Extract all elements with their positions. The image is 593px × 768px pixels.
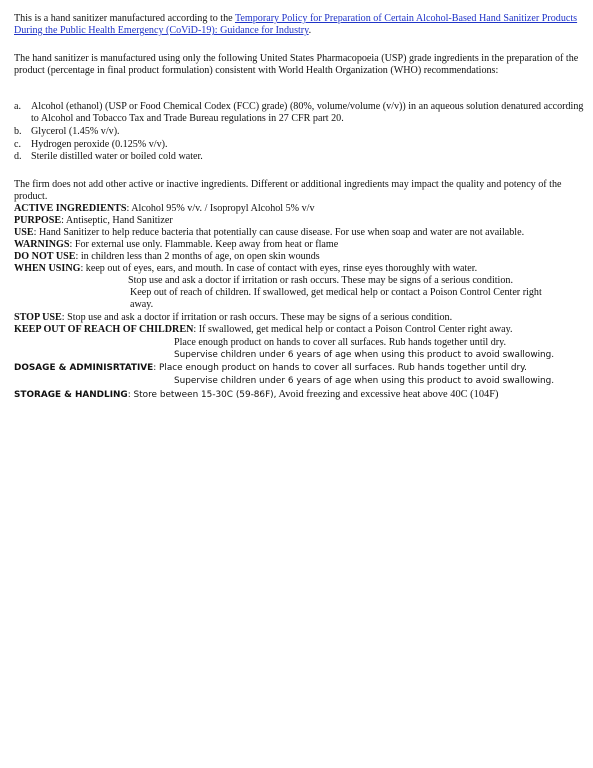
list-marker: a. xyxy=(14,101,22,112)
storage-text-2: Avoid freezing and excessive heat above 40C (104F) xyxy=(276,389,499,400)
when-using-line-3: Keep out of reach of children. If swallowed, get medical help or contact a Poison Control Center right xyxy=(130,287,542,298)
list-item-text: Glycerol (1.45% v/v). xyxy=(31,125,120,137)
use-text: : Hand Sanitizer to help reduce bacteria that potentially can cause disease. For use when soap and water are not available. xyxy=(33,227,525,238)
purpose-line xyxy=(14,215,173,227)
list-item xyxy=(14,151,584,163)
intro-paragraph xyxy=(14,13,584,37)
warnings-text: : For external use only. Flammable. Keep away from heat or flame xyxy=(69,239,339,250)
keep-out-line-2: Place enough product on hands to cover all surfaces. Rub hands together until dry. xyxy=(174,337,507,348)
dosage-line-2: Supervise children under 6 years of age when using this product to avoid swallowing. xyxy=(174,376,555,386)
warnings-line xyxy=(14,239,338,251)
keep-out-line-3: Supervise children under 6 years of age when using this product to avoid swallowing. xyxy=(174,350,555,360)
purpose-text: : Antiseptic, Hand Sanitizer xyxy=(61,215,173,226)
stop-use-text: : Stop use and ask a doctor if irritation or rash occurs. These may be signs of a serious condition. xyxy=(61,312,453,323)
active-ingredients-label: ACTIVE INGREDIENTS xyxy=(14,203,127,214)
purpose-label: PURPOSE xyxy=(14,215,62,226)
do-not-use-text: : in children less than 2 months of age, on open skin wounds xyxy=(75,251,320,262)
keep-out-of-reach-label: KEEP OUT OF REACH OF CHILDREN xyxy=(14,324,194,335)
dosage-label: DOSAGE & ADMINISRTATIVE xyxy=(14,363,154,373)
list-item-text: Hydrogen peroxide (0.125% v/v). xyxy=(31,138,168,150)
list-marker: d. xyxy=(14,151,22,163)
dosage-text: : Place enough product on hands to cover all surfaces. Rub hands together until dry. xyxy=(153,363,527,373)
when-using-text: : keep out of eyes, ears, and mouth. In case of contact with eyes, rinse eyes thoroughly with water. xyxy=(80,263,478,274)
dosage-line xyxy=(14,362,527,374)
list-item xyxy=(14,101,584,125)
list-item-text: Alcohol (ethanol) (USP or Food Chemical Codex (FCC) grade) (80%, volume/volume (v/v)) in an aqueous solution denatured according to Alcohol and Tobacco Tax and Trade Bureau regulations in 27 CFR part 20. xyxy=(31,101,584,125)
list-marker: b. xyxy=(14,125,22,137)
keep-out-of-reach-line xyxy=(14,324,513,336)
warnings-label: WARNINGS xyxy=(14,239,70,250)
when-using-label: WHEN USING xyxy=(14,263,81,274)
storage-text: : Store between 15-30C (59-86F), xyxy=(127,390,277,400)
list-item xyxy=(14,139,584,151)
do-not-use-line xyxy=(14,251,320,263)
firm-statement-paragraph: The firm does not add other active or inactive ingredients. Different or additional ingredients may impact the quality and potency of the product. xyxy=(14,179,562,203)
when-using-line-2: Stop use and ask a doctor if irritation or rash occurs. These may be signs of a serious condition. xyxy=(128,275,513,286)
storage-label: STORAGE & HANDLING xyxy=(14,390,128,400)
guidance-link[interactable]: Temporary Policy for Preparation of Certain Alcohol-Based Hand Sanitizer Products During the Public Health Emergency (CoViD-19): Guidance for Industry xyxy=(14,13,578,37)
list-item xyxy=(14,126,584,138)
when-using-line-4: away. xyxy=(130,299,154,310)
active-ingredients-text: : Alcohol 95% v/v. / Isopropyl Alcohol 5% v/v xyxy=(126,203,315,214)
stop-use-line xyxy=(14,312,452,324)
stop-use-label: STOP USE xyxy=(14,312,62,323)
ingredients-list xyxy=(14,101,584,164)
list-item-text: Sterile distilled water or boiled cold water. xyxy=(31,151,203,163)
keep-out-of-reach-text: : If swallowed, get medical help or contact a Poison Control Center right away. xyxy=(193,324,513,335)
intro-prefix: This is a hand sanitizer manufactured according to the xyxy=(14,13,235,24)
intro-suffix: . xyxy=(308,25,312,37)
use-line xyxy=(14,227,524,239)
active-ingredients-line xyxy=(14,203,315,215)
when-using-line xyxy=(14,263,477,275)
storage-line xyxy=(14,389,498,401)
list-marker: c. xyxy=(14,138,22,150)
use-label: USE xyxy=(14,227,34,238)
do-not-use-label: DO NOT USE xyxy=(14,251,76,262)
usp-ingredients-paragraph: The hand sanitizer is manufactured using only the following United States Pharmacopoeia (USP) grade ingredients in the preparation of the product (percentage in final product formulation) consistent with World Health Organization (WHO) recommendations: xyxy=(14,53,579,77)
